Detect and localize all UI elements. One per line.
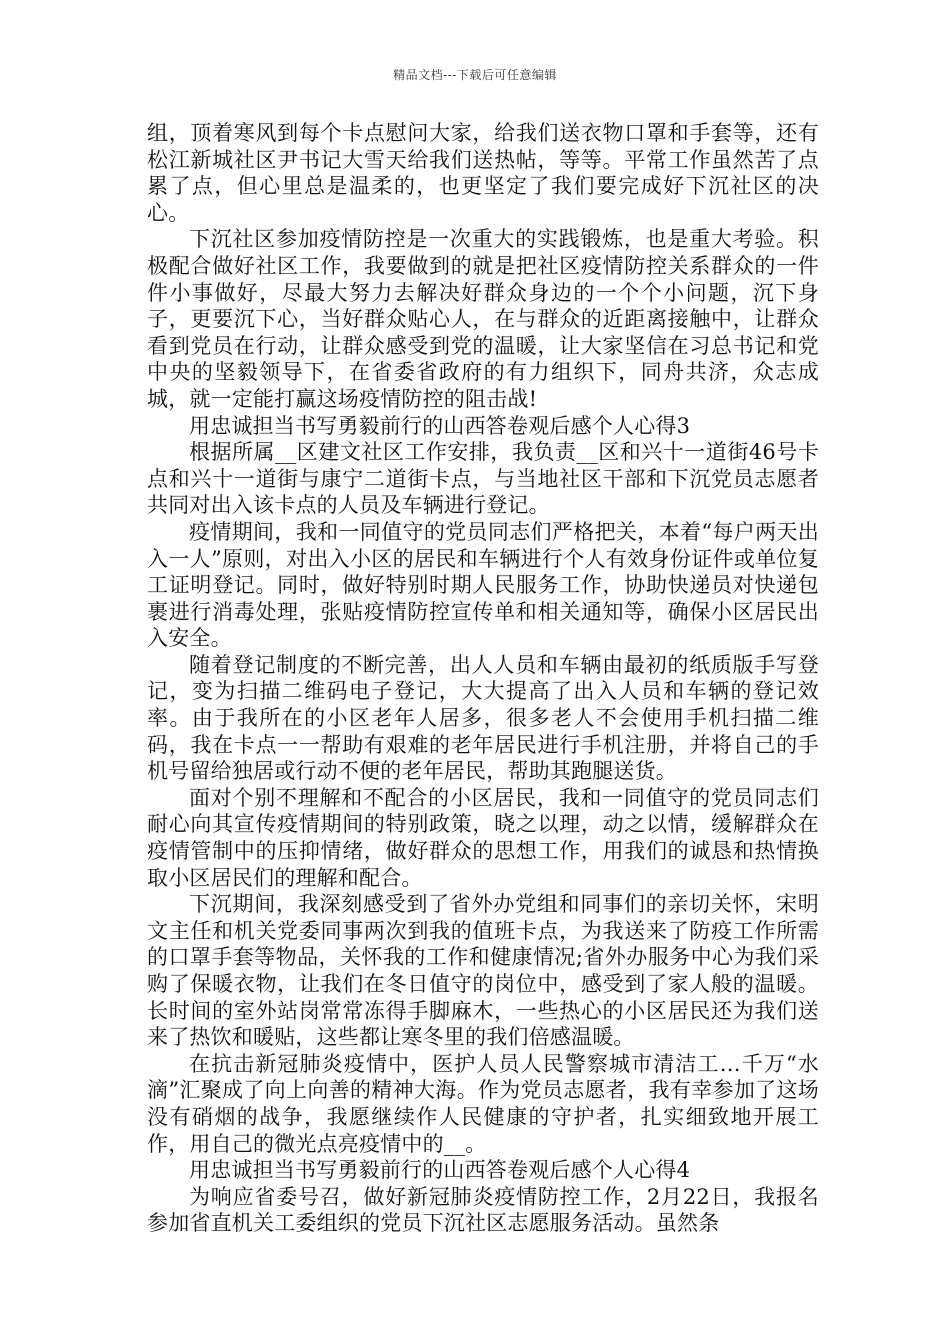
- section-heading-3: 用忠诚担当书写勇毅前行的山西答卷观后感个人心得3: [189, 413, 691, 438]
- paragraph-1: 组，顶着寒风到每个卡点慰问大家，给我们送衣物口罩和手套等，还有松江新城社区尹书记大雪天给我们送热帖，等等。平常工作虽然苦了点累了点，但心里总是温柔的，也更坚定了我们要完成好下沉社区的决心。: [147, 121, 819, 225]
- paragraph-8: 下沉期间，我深刻感受到了省外办党组和同事们的亲切关怀，宋明文主任和机关党委同事两次到我的值班卡点，为我送来了防疫工作所需的口罩手套等物品，关怀我的工作和健康情况;省外办服务中心为我们采购了保暖衣物，让我们在冬日值守的岗位中，感受到了家人般的温暖。长时间的室外站岗常常冻得手脚麻木，一些热心的小区居民还为我们送来了热饮和暖贴，这些都让寒冬里的我们倍感温暖。: [147, 892, 819, 1050]
- document-body: [147, 120, 819, 1237]
- paragraph-7: 面对个别不理解和不配合的小区居民，我和一同值守的党员同志们耐心向其宣传疫情期间的特别政策，晓之以理，动之以情，缓解群众在疫情管制中的压抑情绪，做好群众的思想工作，用我们的诚恳和热情换取小区居民们的理解和配合。: [147, 785, 819, 890]
- paragraph-6: 随着登记制度的不断完善，出人人员和车辆由最初的纸质版手写登记，变为扫描二维码电子登记，大大提高了出入人员和车辆的登记效率。由于我所在的小区老年人居多，很多老人不会使用手机扫描二维码，我在卡点一一帮助有艰难的老年居民进行手机注册，并将自己的手机号留给独居或行动不便的老年居民，帮助其跑腿送货。: [147, 652, 819, 784]
- paragraph-11: 为响应省委号召，做好新冠肺炎疫情防控工作，2月22日，我报名参加省直机关工委组织的党员下沉社区志愿服务活动。虽然条: [147, 1184, 819, 1236]
- paragraph-5: 疫情期间，我和一同值守的党员同志们严格把关，本着“每户两天出入一人”原则，对出入小区的居民和车辆进行个人有效身份证件或单位复工证明登记。同时，做好特别时期人民服务工作，协助快递员对快递包裹进行消毒处理，张贴疫情防控宣传单和相关通知等，确保小区居民出入安全。: [147, 519, 819, 651]
- paragraph-2: 下沉社区参加疫情防控是一次重大的实践锻炼，也是重大考验。积极配合做好社区工作，我要做到的就是把社区疫情防控关系群众的一件件小事做好，尽最大努力去解决好群众身边的一个个小问题，沉下身子，更要沉下心，当好群众贴心人，在与群众的近距离接触中，让群众看到党员在行动，让群众感受到党的温暖，让大家坚信在习总书记和党中央的坚毅领导下，在省委省政府的有力组织下，同舟共济，众志成城，就一定能打赢这场疫情防控的阻击战!: [147, 227, 819, 411]
- page-header: 精品文档---下载后可任意编辑: [393, 68, 557, 82]
- paragraph-4: 根据所属__区建文社区工作安排，我负责__区和兴十一道街46号卡点和兴十一道街与康宁二道街卡点，与当地社区干部和下沉党员志愿者共同对出入该卡点的人员及车辆进行登记。: [147, 440, 819, 518]
- paragraph-9: 在抗击新冠肺炎疫情中，医护人员人民警察城市清洁工…千万“水滴”汇聚成了向上向善的精神大海。作为党员志愿者，我有幸参加了这场没有硝烟的战争，我愿继续作人民健康的守护者，扎实细致地开展工作，用自己的微光点亮疫情中的__。: [147, 1051, 819, 1156]
- section-heading-4: 用忠诚担当书写勇毅前行的山西答卷观后感个人心得4: [189, 1158, 691, 1183]
